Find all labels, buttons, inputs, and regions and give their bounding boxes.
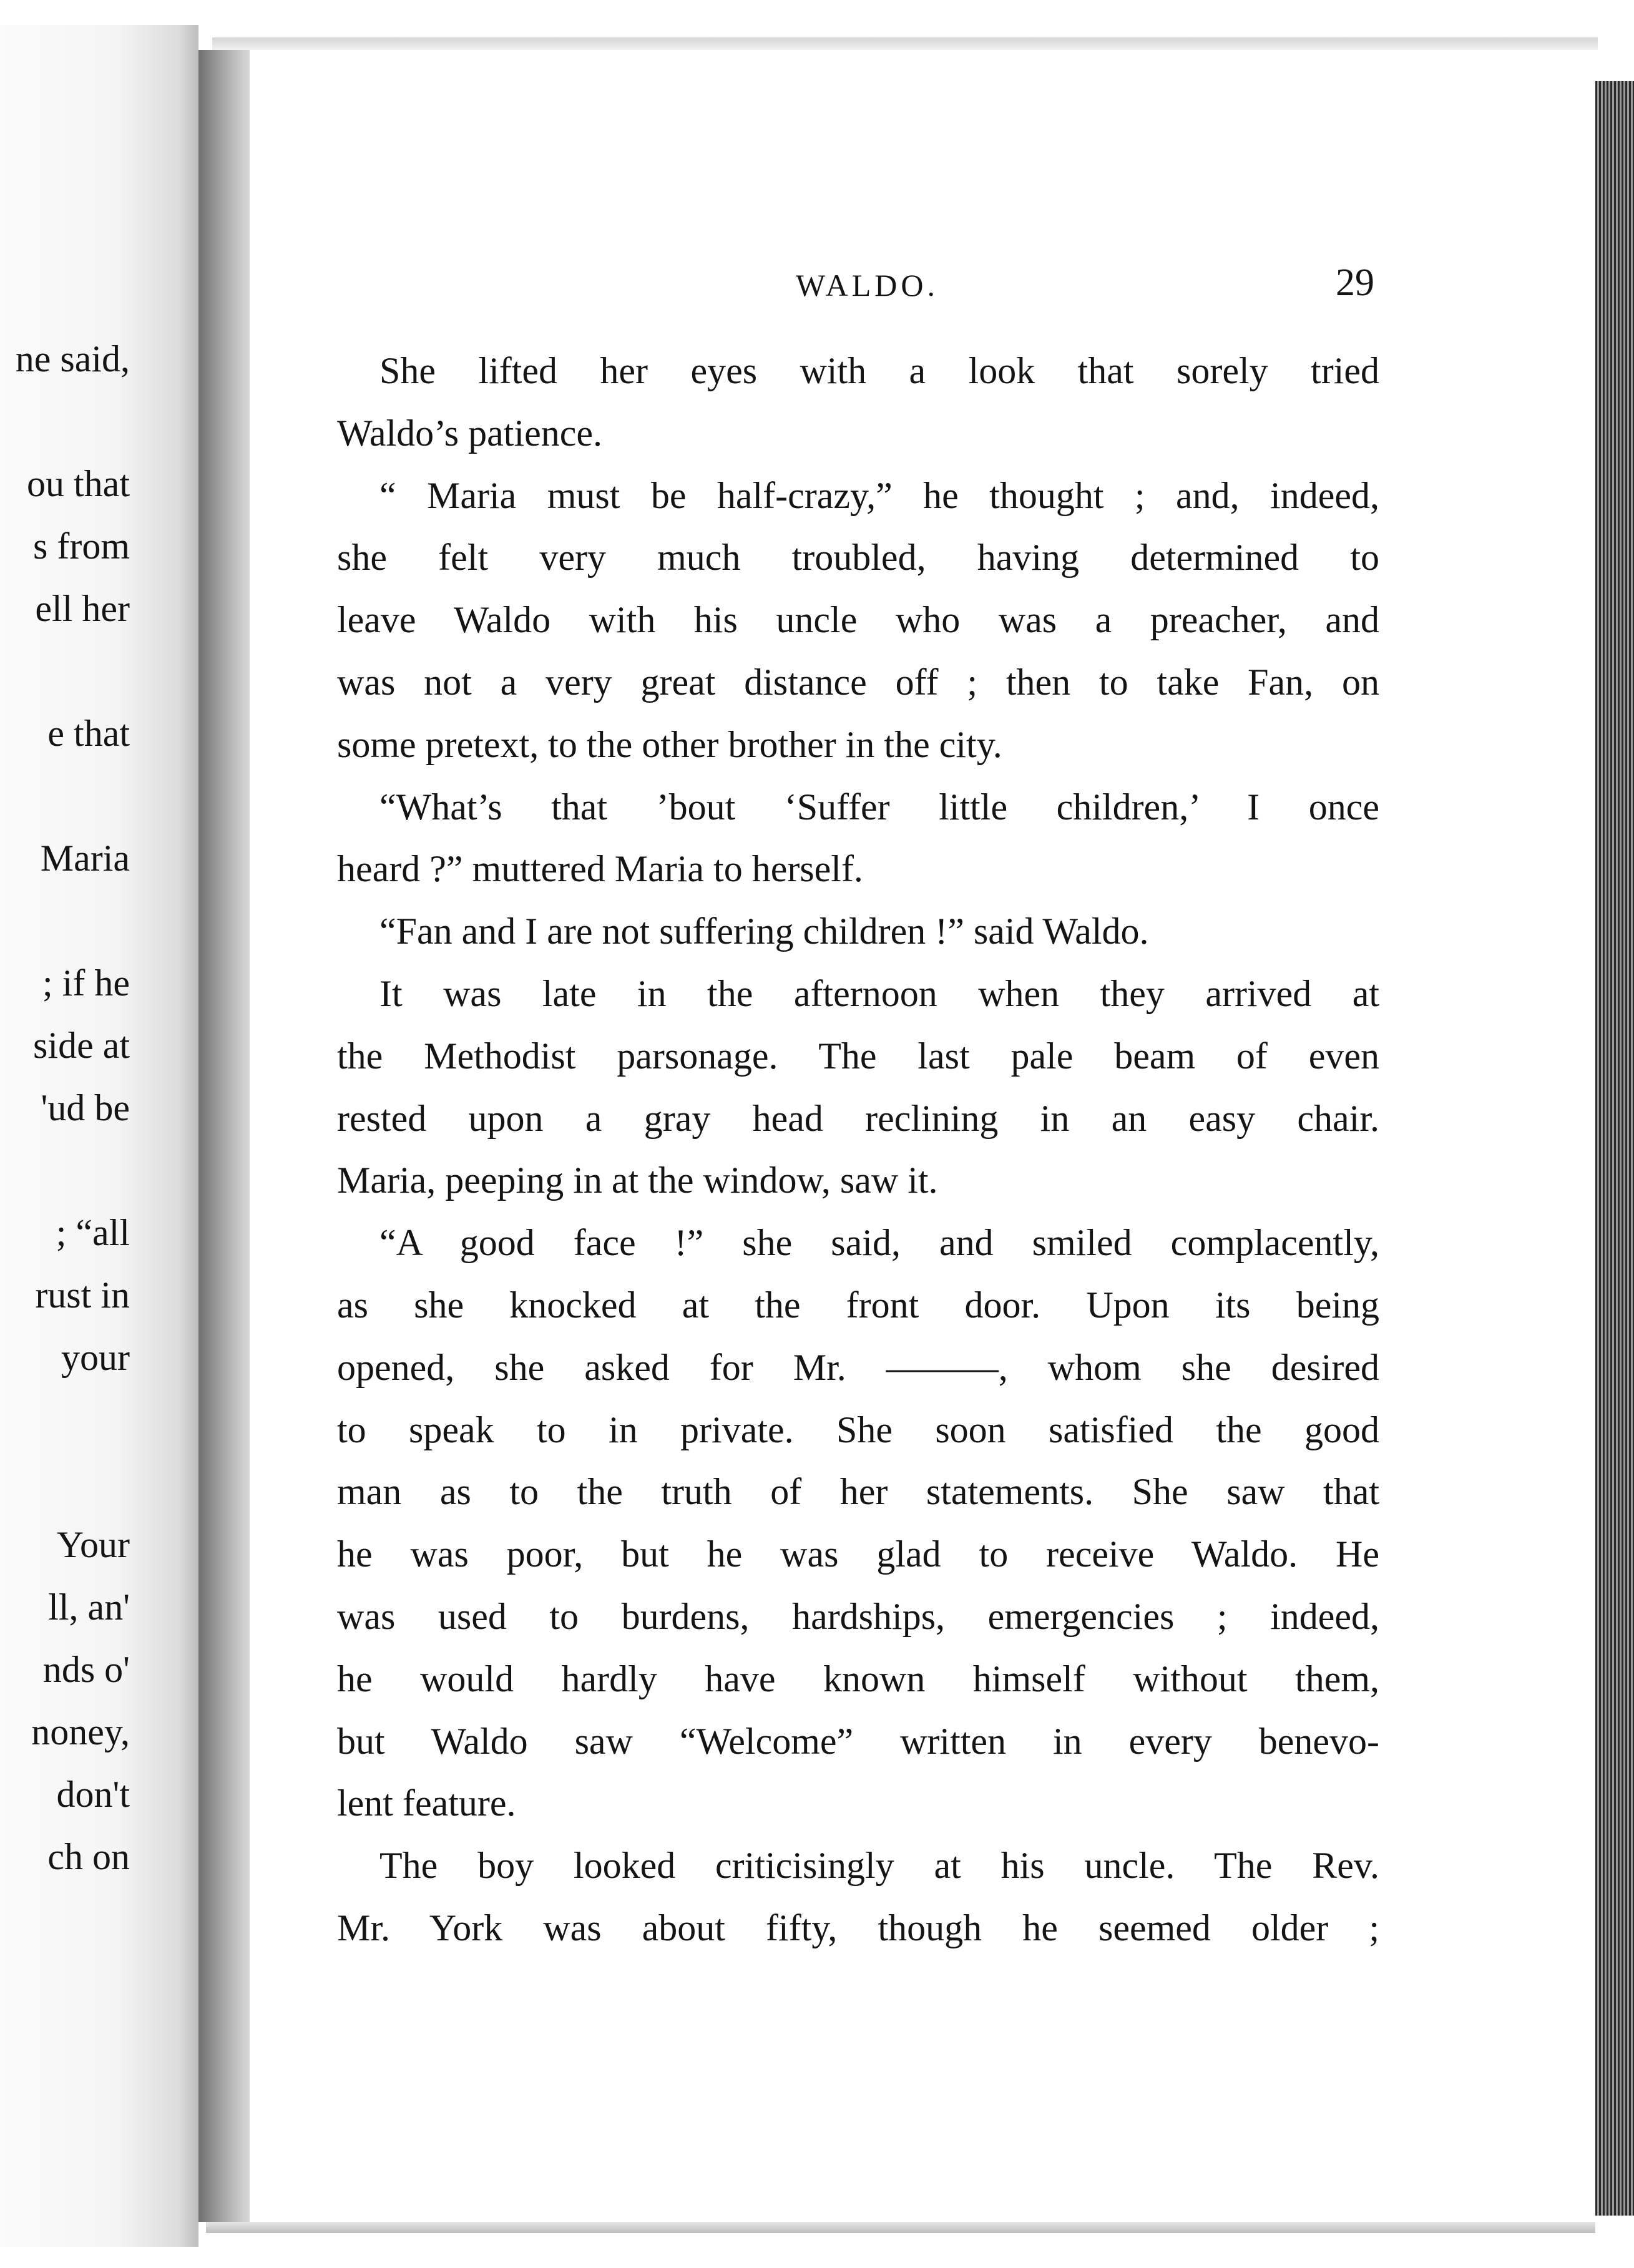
- text-line: leave Waldo with his uncle who was a preacher, and: [337, 599, 1379, 641]
- body-text: [337, 340, 1379, 1960]
- facing-page-line: noney,: [31, 1711, 130, 1752]
- facing-page-line: ou that: [27, 463, 130, 504]
- page-number: 29: [1336, 262, 1374, 304]
- facing-page-line: ; if he: [42, 962, 130, 1004]
- facing-page-line: don't: [56, 1774, 130, 1815]
- text-line: he was poor, but he was glad to receive Waldo. He: [337, 1533, 1379, 1575]
- text-line: he would hardly have known himself without them,: [337, 1658, 1379, 1699]
- text-line: “ Maria must be half-crazy,” he thought ; and, indeed,: [379, 474, 1379, 516]
- text-line: as she knocked at the front door. Upon its being: [337, 1284, 1379, 1326]
- facing-page-line: e that: [47, 713, 130, 754]
- text-line: opened, she asked for Mr. ———, whom she desired: [337, 1346, 1379, 1388]
- facing-page-line: ne said,: [15, 338, 130, 379]
- page-bottom-edge: [206, 2222, 1595, 2233]
- text-line: but Waldo saw “Welcome” written in every benevo-: [337, 1720, 1379, 1762]
- facing-page-line: 'ud be: [41, 1087, 130, 1128]
- facing-page-line: your: [61, 1337, 130, 1378]
- text-line: Mr. York was about fifty, though he seemed older ;: [337, 1907, 1379, 1948]
- text-line: lent feature.: [337, 1782, 516, 1824]
- text-line: Waldo’s patience.: [337, 412, 603, 454]
- text-line: she felt very much troubled, having determined to: [337, 537, 1379, 579]
- facing-page-line: side at: [33, 1025, 130, 1066]
- facing-page-line: rust in: [35, 1274, 130, 1316]
- text-line: It was late in the afternoon when they arrived at: [379, 972, 1379, 1014]
- text-line: man as to the truth of her statements. She saw that: [337, 1471, 1379, 1513]
- facing-page-line: ch on: [47, 1836, 130, 1877]
- page-top-edge: [212, 37, 1598, 51]
- facing-page-line: ell her: [35, 588, 130, 629]
- page-stack-edge: [1595, 81, 1634, 2216]
- running-head: WALDO.: [796, 268, 939, 303]
- facing-page-line: ; “all: [56, 1212, 130, 1253]
- text-line: Maria, peeping in at the window, saw it.: [337, 1160, 938, 1201]
- text-line: heard ?” muttered Maria to herself.: [337, 848, 863, 890]
- text-line: “What’s that ’bout ‘Suffer little children,’ I once: [379, 786, 1379, 828]
- text-line: rested upon a gray head reclining in an easy chair.: [337, 1097, 1379, 1139]
- facing-page-line: nds o': [42, 1649, 130, 1690]
- text-line: was used to burdens, hardships, emergencies ; indeed,: [337, 1595, 1379, 1637]
- facing-page-line: Maria: [40, 838, 130, 879]
- facing-page-line: s from: [33, 525, 130, 567]
- text-line: some pretext, to the other brother in the city.: [337, 723, 1002, 765]
- text-line: The boy looked criticisingly at his uncle. The Rev.: [379, 1845, 1379, 1887]
- text-line: “Fan and I are not suffering children !” said Waldo.: [379, 911, 1149, 952]
- facing-page: [0, 25, 198, 2247]
- text-line: She lifted her eyes with a look that sorely tried: [379, 350, 1379, 391]
- facing-page-line: ll, an': [48, 1586, 130, 1628]
- text-line: was not a very great distance off ; then to take Fan, on: [337, 661, 1379, 703]
- facing-page-line: Your: [56, 1524, 130, 1565]
- text-line: the Methodist parsonage. The last pale beam of even: [337, 1035, 1379, 1077]
- text-line: “A good face !” she said, and smiled complacently,: [379, 1222, 1379, 1264]
- text-line: to speak to in private. She soon satisfied the good: [337, 1409, 1379, 1450]
